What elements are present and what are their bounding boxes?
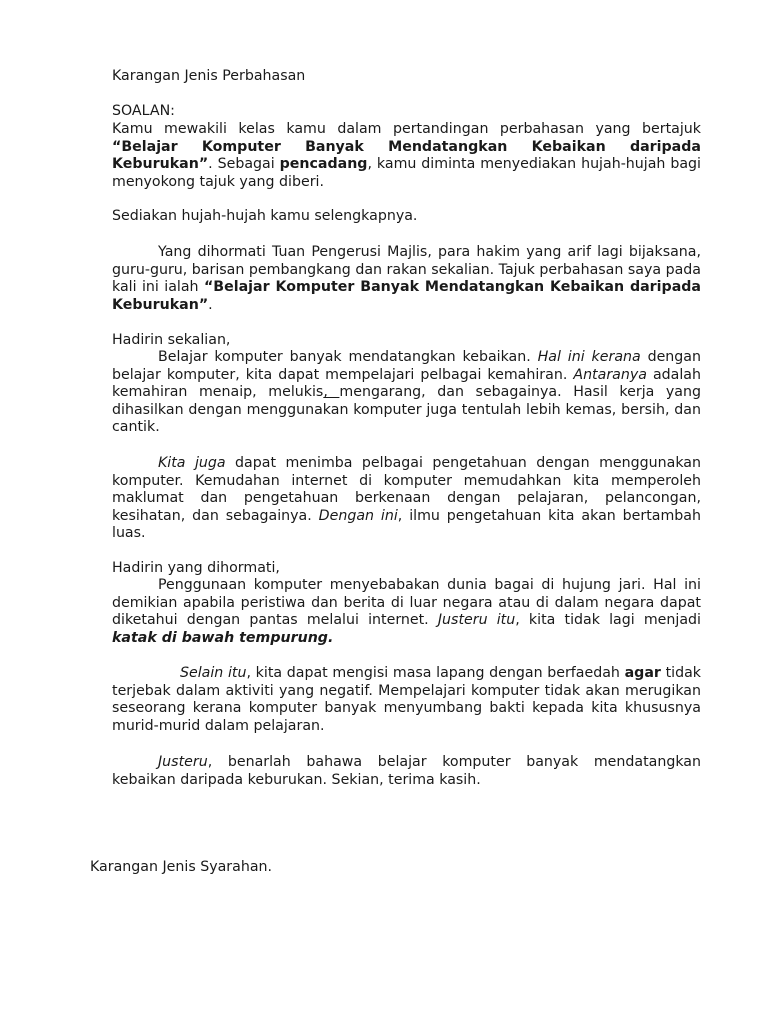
leisure-connector: Selain itu — [180, 665, 247, 681]
next-essay-title: Karangan Jenis Syarahan. — [90, 859, 273, 875]
opening-topic: “Belajar Komputer Banyak Mendatangkan Kebaikan daripada Keburukan” — [112, 279, 701, 313]
soalan-topic: “Belajar Komputer Banyak Mendatangkan Kebaikan daripada Keburukan” — [112, 138, 701, 173]
soalan-text-1: Kamu mewakili kelas kamu dalam pertandingan perbahasan yang bertajuk — [112, 121, 701, 137]
paragraph-opening — [112, 244, 701, 314]
leisure-text-1: , kita dapat mengisi masa lapang dengan berfaedah — [246, 665, 625, 681]
conclusion-connector: Justeru — [158, 754, 208, 770]
document-title: Karangan Jenis Perbahasan — [112, 68, 306, 84]
conclusion-text: , benarlah bahawa belajar komputer banyak mendatangkan kebaikan daripada keburukan. Sekian, terima kasih. — [112, 754, 701, 788]
world-connector: Justeru itu — [437, 612, 516, 629]
soalan-text-3: , kamu diminta menyediakan hujah-hujah bagi menyokong tajuk yang diberi. — [112, 156, 701, 190]
soalan-role: pencadang — [279, 156, 368, 173]
skills-connector-2: Antaranya — [573, 366, 647, 383]
world-text-2: , kita tidak lagi menjadi — [515, 612, 701, 629]
leisure-bold-word: agar — [624, 665, 661, 681]
paragraph-skills — [112, 349, 701, 437]
knowledge-text-1: dapat menimba pelbagai pengetahuan dengan menggunakan komputer. Kemudahan internet di komputer memudahkan kita memperoleh maklumat dan pengetahuan berkenaan dengan pelajaran, pelancongan, kesihatan, dan sebagainya. — [112, 455, 701, 524]
world-idiom: katak di bawah tempurung. — [112, 629, 334, 646]
knowledge-text-2: , ilmu pengetahuan kita akan bertambah luas. — [112, 507, 701, 542]
greeting-2: Hadirin yang dihormati, — [112, 560, 280, 576]
paragraph-world — [112, 577, 701, 647]
knowledge-connector-2: Dengan ini — [318, 507, 398, 524]
leisure-text-2: tidak terjebak dalam aktiviti yang negatif. Mempelajari komputer tidak akan merugikan seseorang kerana komputer banyak menyumbang bakti kepada kita khususnya murid-murid dalam pelajaran. — [112, 665, 701, 734]
skills-underlined-comma: , — [323, 384, 340, 401]
instruction-text: Sediakan hujah-hujah kamu selengkapnya. — [112, 208, 418, 224]
soalan-text-2: . Sebagai — [208, 156, 280, 173]
opening-text-1: Yang dihormati Tuan Pengerusi Majlis, para hakim yang arif lagi bijaksana, guru-guru, barisan pembangkang dan rakan sekalian. Tajuk perbahasan saya pada kali ini ialah — [112, 244, 701, 296]
skills-text-2: dengan belajar komputer, kita dapat mempelajari pelbagai kemahiran. — [112, 349, 701, 383]
world-text-1: Penggunaan komputer menyebabakan dunia bagai di hujung jari. Hal ini demikian apabila peristiwa dan berita di luar negara atau di dalam negara dapat diketahui dengan pantas melalui internet. — [112, 577, 701, 629]
knowledge-connector-1: Kita juga — [158, 455, 226, 471]
paragraph-conclusion — [112, 754, 701, 789]
paragraph-knowledge — [112, 455, 701, 543]
skills-text-1: Belajar komputer banyak mendatangkan kebaikan. — [158, 349, 538, 365]
skills-connector-1: Hal ini kerana — [537, 349, 641, 365]
soalan-text — [112, 121, 701, 191]
soalan-heading: SOALAN: — [112, 103, 175, 119]
opening-text-2: . — [208, 296, 213, 313]
paragraph-leisure — [112, 665, 701, 735]
skills-text-3: adalah kemahiran menaip, melukis — [112, 366, 701, 401]
greeting-1: Hadirin sekalian, — [112, 332, 231, 348]
skills-text-4: mengarang, dan sebagainya. Hasil kerja yang dihasilkan dengan menggunakan komputer juga tentulah lebih kemas, bersih, dan cantik. — [112, 384, 702, 436]
